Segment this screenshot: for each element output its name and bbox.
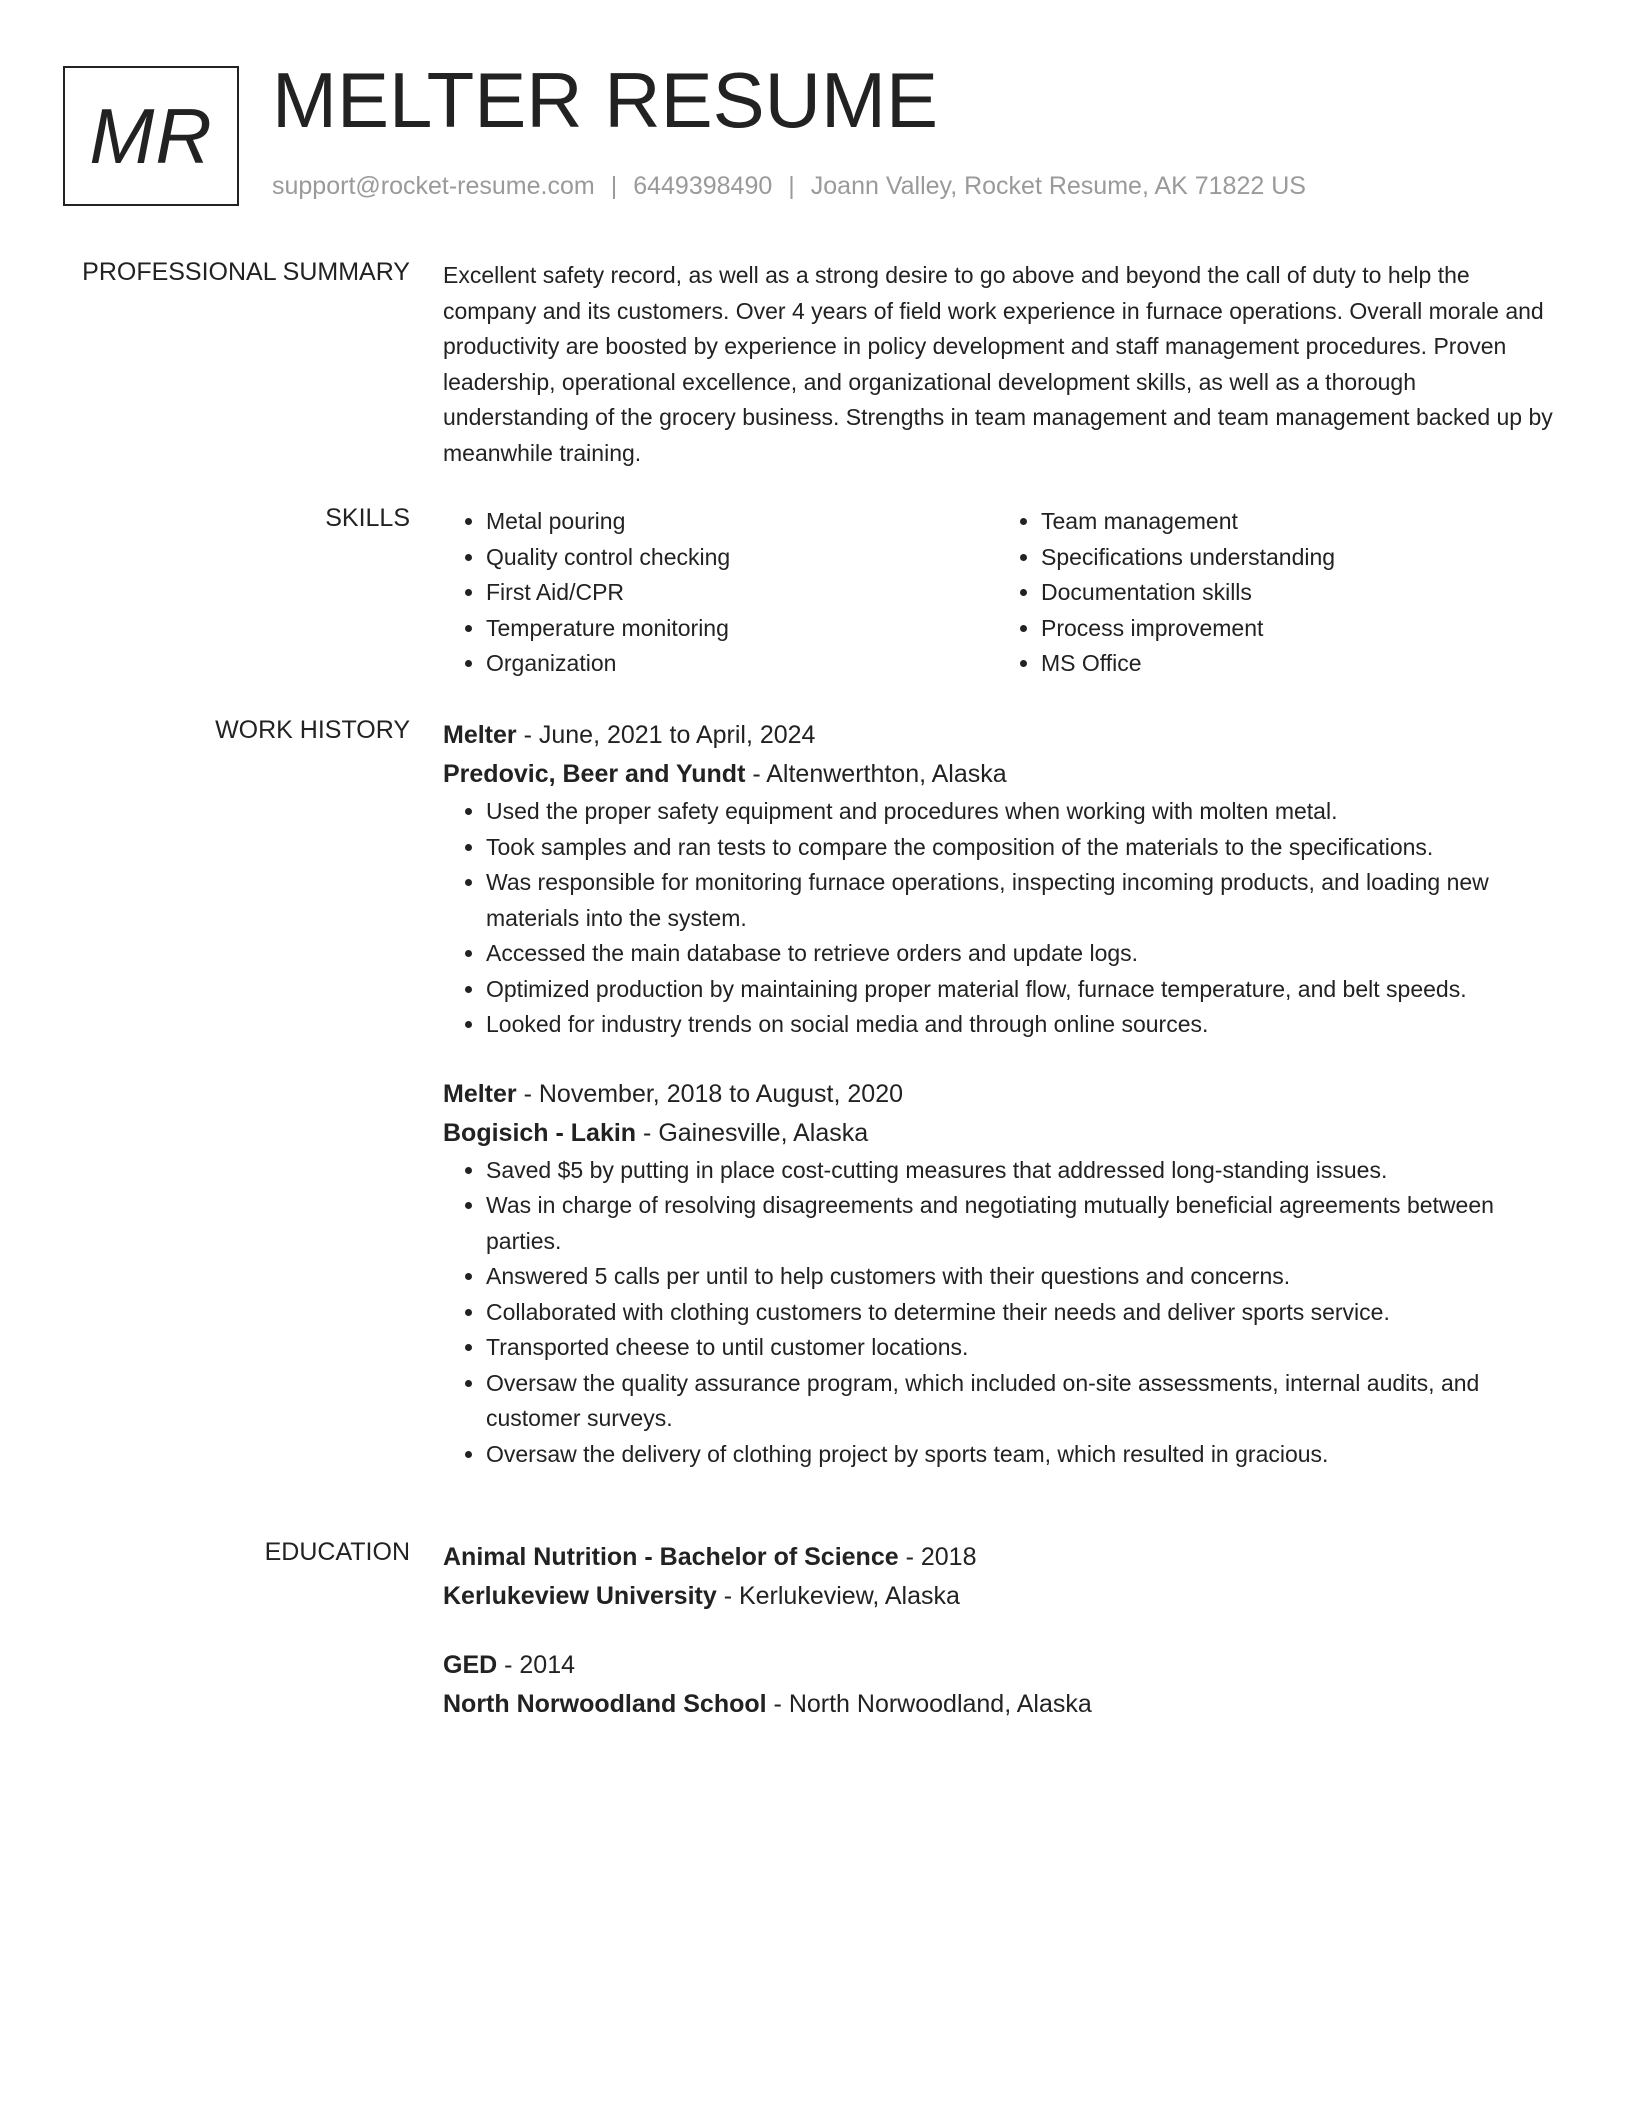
degree-line [443, 1646, 1553, 1685]
resume-name: MELTER RESUME [272, 56, 938, 144]
monogram-logo: MR [63, 66, 239, 206]
school-line [443, 1577, 1553, 1616]
job-location: Altenwerthton, Alaska [766, 760, 1007, 788]
job-duties [443, 1153, 1553, 1473]
skill-item: • Documentation skills [1041, 575, 1553, 611]
job-duty: • Was in charge of resolving disagreements and negotiating mutually beneficial agreements between parties. [486, 1188, 1553, 1259]
work-history-heading: WORK HISTORY [215, 716, 410, 744]
dash: - [497, 1651, 520, 1679]
job-duty: • Optimized production by maintaining proper material flow, furnace temperature, and belt speeds. [486, 972, 1553, 1008]
skill-item: • Process improvement [1041, 611, 1553, 647]
dash: - [516, 1079, 539, 1108]
dash: - [636, 1118, 659, 1147]
job-duty: • Looked for industry trends on social media and through online sources. [486, 1007, 1553, 1043]
job-duties [443, 794, 1553, 1043]
contact-address: Joann Valley, Rocket Resume, AK 71822 US [810, 172, 1306, 200]
skills-body [443, 504, 1553, 682]
dash: - [898, 1543, 921, 1571]
job-location: Gainesville, Alaska [658, 1118, 869, 1147]
degree-line [443, 1538, 1553, 1577]
job-title-line [443, 1075, 1553, 1114]
skill-item: • Metal pouring [486, 504, 998, 540]
education-heading: EDUCATION [264, 1538, 410, 1566]
school-location: Kerlukeview, Alaska [738, 1582, 960, 1610]
job-company: Bogisich - Lakin [443, 1118, 637, 1147]
skill-item: • Quality control checking [486, 540, 998, 576]
contact-line [272, 172, 1306, 201]
education-body [443, 1538, 1553, 1724]
summary-heading: PROFESSIONAL SUMMARY [82, 258, 410, 286]
skill-item: • Specifications understanding [1041, 540, 1553, 576]
summary-text: Excellent safety record, as well as a strong desire to go above and beyond the call of duty to help the company and its customers. Over 4 years of field work experience in furnace operations. Overall morale and productivity are boosted by experience in policy development and staff management procedures. Proven leadership, operational excellence, and organizational development skills, as well as a thorough understanding of the grocery business. Strengths in team management and team management backed up by meanwhile training. [443, 262, 1553, 466]
job-title: Melter [443, 1079, 517, 1108]
dash: - [516, 721, 539, 749]
job-duty: • Transported cheese to until customer locations. [486, 1330, 1553, 1366]
job-title: Melter [443, 721, 517, 749]
contact-separator: | [610, 172, 618, 200]
school-line [443, 1685, 1553, 1724]
dash: - [745, 760, 767, 788]
school: Kerlukeview University [443, 1582, 717, 1610]
work-history-body [443, 716, 1553, 1472]
job-duty: • Collaborated with clothing customers to determine their needs and deliver sports service. [486, 1295, 1553, 1331]
job-dates: June, 2021 to April, 2024 [538, 721, 816, 749]
dash: - [716, 1582, 739, 1610]
job-duty: • Used the proper safety equipment and procedures when working with molten metal. [486, 794, 1553, 830]
skill-item: • Organization [486, 646, 998, 682]
degree: Animal Nutrition - Bachelor of Science [443, 1543, 899, 1571]
job-entry [443, 1075, 1553, 1473]
skill-item: • First Aid/CPR [486, 575, 998, 611]
school: North Norwoodland School [443, 1690, 767, 1718]
job-duty: • Took samples and ran tests to compare the composition of the materials to the specifications. [486, 830, 1553, 866]
degree-year: 2018 [920, 1543, 977, 1571]
degree: GED [443, 1651, 498, 1679]
contact-phone[interactable]: 6449398490 [633, 172, 773, 200]
skills-heading: SKILLS [325, 504, 410, 532]
job-duty: • Answered 5 calls per until to help customers with their questions and concerns. [486, 1259, 1553, 1295]
contact-separator: | [788, 172, 795, 200]
education-entry [443, 1646, 1553, 1724]
school-location: North Norwoodland, Alaska [788, 1690, 1092, 1718]
education-entry [443, 1538, 1553, 1616]
degree-year: 2014 [519, 1651, 576, 1679]
job-company: Predovic, Beer and Yundt [443, 760, 746, 788]
job-duty: • Oversaw the quality assurance program, which included on-site assessments, internal audits, and customer surveys. [486, 1366, 1553, 1437]
job-title-line [443, 716, 1553, 755]
job-duty: • Accessed the main database to retrieve orders and update logs. [486, 936, 1553, 972]
job-entry [443, 716, 1553, 1043]
summary-body [443, 258, 1553, 471]
job-company-line [443, 1114, 1553, 1153]
job-dates: November, 2018 to August, 2020 [538, 1079, 904, 1108]
skill-item: • Team management [1041, 504, 1553, 540]
skill-item: • MS Office [1041, 646, 1553, 682]
skills-list-left [443, 504, 998, 682]
dash: - [766, 1690, 789, 1718]
job-duty: • Was responsible for monitoring furnace operations, inspecting incoming products, and loading new materials into the system. [486, 865, 1553, 936]
job-company-line [443, 755, 1553, 794]
contact-email[interactable]: support@rocket-resume.com [272, 172, 595, 200]
skill-item: • Temperature monitoring [486, 611, 998, 647]
job-duty: • Oversaw the delivery of clothing project by sports team, which resulted in gracious. [486, 1437, 1553, 1473]
job-duty: • Saved $5 by putting in place cost-cutting measures that addressed long-standing issues. [486, 1153, 1553, 1189]
skills-list-right [998, 504, 1553, 682]
